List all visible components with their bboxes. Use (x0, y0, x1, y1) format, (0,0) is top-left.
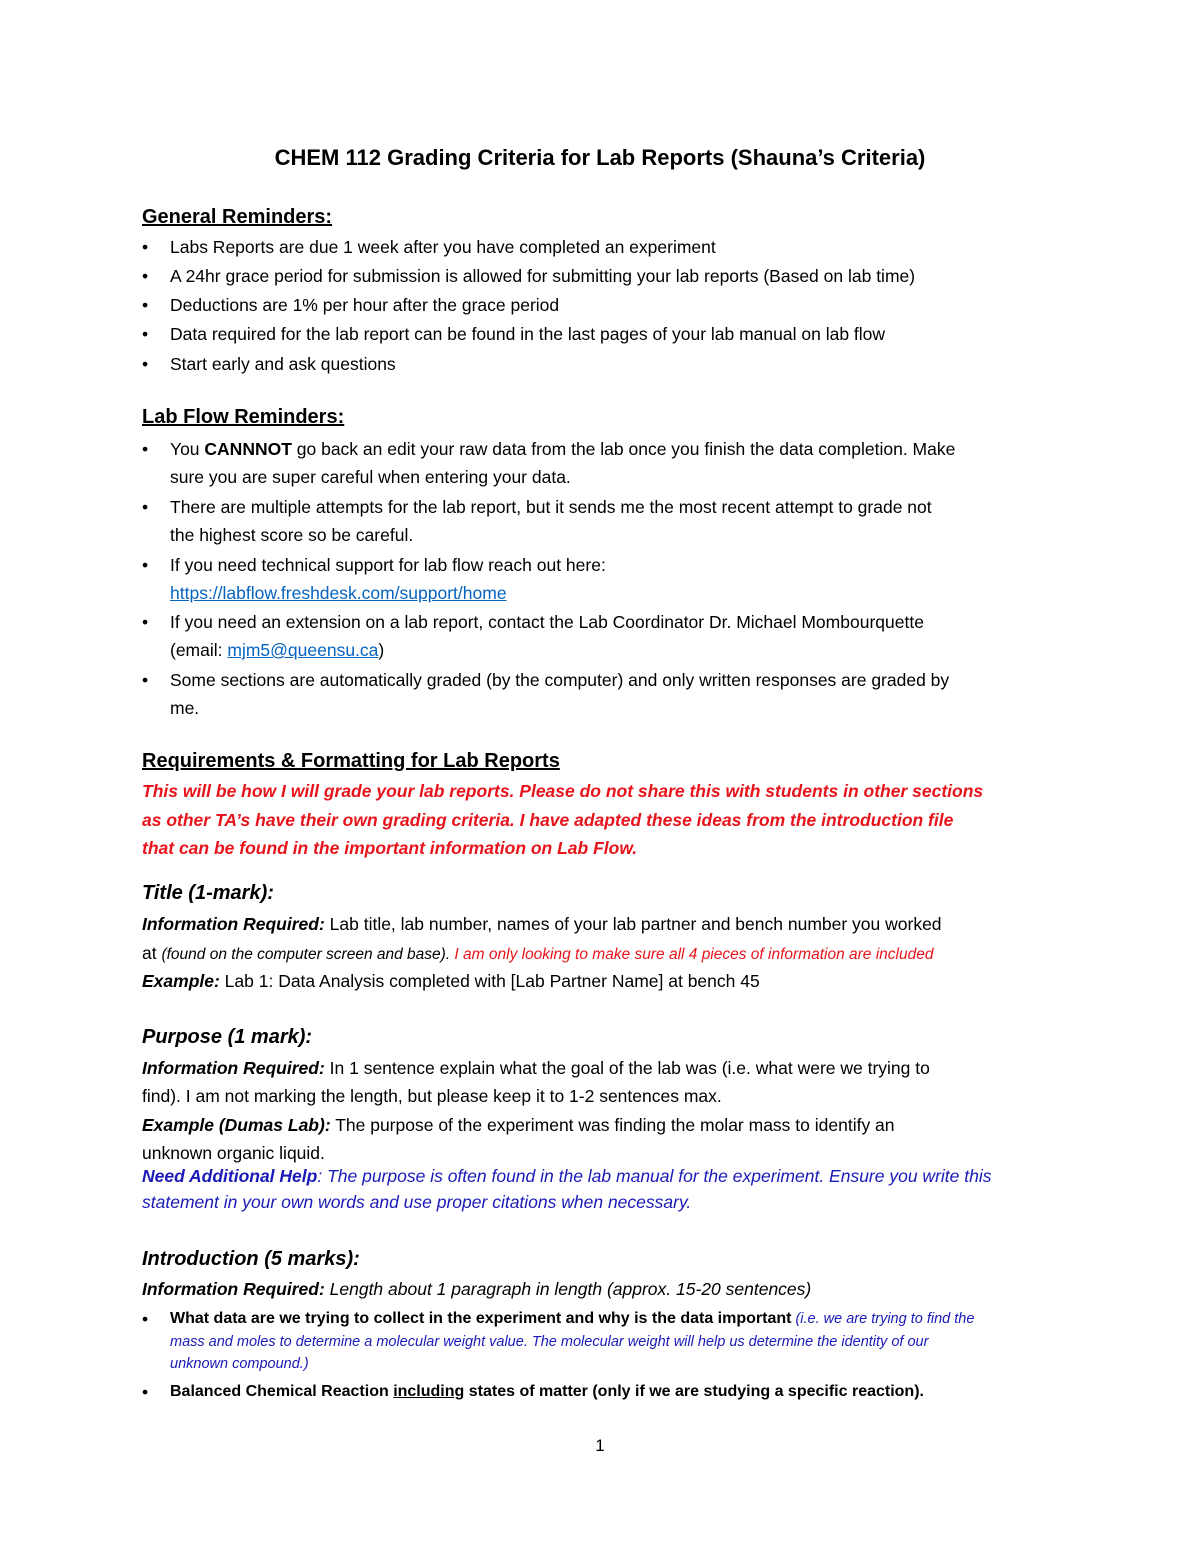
text: states of matter (only if we are studying a specific reaction). (464, 1383, 924, 1400)
emphasis: CANNNOT (204, 439, 292, 459)
requirements-note: that can be found in the important information on Lab Flow. (142, 838, 638, 858)
text: You (170, 439, 205, 459)
labflow-heading: Lab Flow Reminders: (142, 406, 345, 428)
email-link[interactable]: mjm5@queensu.ca (227, 640, 379, 660)
general-item: Labs Reports are due 1 week after you have completed an experiment (170, 237, 716, 257)
purpose-heading: Purpose (1 mark): (142, 1026, 313, 1048)
bullet-icon: • (142, 237, 149, 257)
text: (found on the computer screen and base). (161, 946, 451, 963)
bullet-icon: • (142, 354, 149, 374)
requirements-heading: Requirements & Formatting for Lab Reports (142, 750, 560, 772)
purpose-example-cont: unknown organic liquid. (142, 1143, 325, 1163)
purpose-info-cont: find). I am not marking the length, but please keep it to 1-2 sentences max. (142, 1086, 722, 1106)
text: Length about 1 paragraph in length (approx. 15-20 sentences) (324, 1279, 812, 1299)
text: What data are we trying to collect in the experiment and why is the data important (170, 1310, 792, 1327)
document-title: CHEM 112 Grading Criteria for Lab Reports (Shauna’s Criteria) (274, 145, 926, 170)
labflow-item-1 (170, 439, 955, 460)
bullet-icon: • (142, 439, 149, 459)
text: (email: (170, 640, 228, 660)
title-info-cont (142, 943, 933, 964)
label: Example (Dumas Lab): (142, 1115, 331, 1135)
general-item: Start early and ask questions (170, 354, 396, 374)
text: In 1 sentence explain what the goal of the lab was (i.e. what were we trying to (324, 1058, 930, 1078)
text: The purpose of the experiment was finding the molar mass to identify an (330, 1115, 895, 1135)
label: Need Additional Help (142, 1166, 318, 1186)
bullet-icon: • (142, 670, 149, 690)
requirements-note: This will be how I will grade your lab reports. Please do not share this with students in other sections (142, 781, 984, 801)
text: I am only looking to make sure all 4 pieces of information are included (450, 946, 934, 963)
labflow-item-3: If you need technical support for lab flow reach out here: (170, 555, 606, 575)
text: Lab title, lab number, names of your lab partner and bench number you worked (324, 914, 942, 934)
labflow-item-4: If you need an extension on a lab report, contact the Lab Coordinator Dr. Michael Mombourquette (170, 612, 924, 632)
purpose-info (142, 1058, 930, 1079)
intro-item-1 (170, 1310, 974, 1328)
text: ) (378, 640, 385, 660)
label: Example: (142, 971, 220, 991)
text: Lab 1: Data Analysis completed with [Lab Partner Name] at bench 45 (219, 971, 760, 991)
bullet-icon: • (142, 555, 149, 575)
purpose-example (142, 1115, 895, 1136)
label: Information Required: (142, 1058, 325, 1078)
labflow-item-4-cont (170, 640, 384, 661)
bullet-icon: • (142, 324, 149, 344)
labflow-item-5: Some sections are automatically graded (by the computer) and only written responses are graded by (170, 670, 950, 690)
labflow-item-2-cont: the highest score so be careful. (170, 525, 414, 545)
general-item: Data required for the lab report can be found in the last pages of your lab manual on lab flow (170, 324, 886, 344)
text: (i.e. we are trying to find the (791, 1311, 975, 1327)
purpose-help (142, 1166, 991, 1187)
page-number: 1 (595, 1436, 605, 1455)
text: go back an edit your raw data from the lab once you finish the data completion. Make (291, 439, 956, 459)
bullet-icon: • (142, 1382, 149, 1402)
general-item: A 24hr grace period for submission is allowed for submitting your lab reports (Based on lab time) (170, 266, 916, 286)
general-heading: General Reminders: (142, 206, 333, 228)
bullet-icon: • (142, 266, 149, 286)
label: Information Required: (142, 914, 325, 934)
labflow-item-2: There are multiple attempts for the lab report, but it sends me the most recent attempt to grade not (170, 497, 932, 517)
purpose-help-cont: statement in your own words and use proper citations when necessary. (142, 1192, 692, 1212)
intro-item-1-cont: mass and moles to determine a molecular weight value. The molecular weight will help us determine the identity of our (170, 1334, 929, 1350)
label: Information Required: (142, 1279, 325, 1299)
bullet-icon: • (142, 497, 149, 517)
intro-item-2 (170, 1383, 924, 1401)
intro-heading: Introduction (5 marks): (142, 1248, 360, 1270)
requirements-note: as other TA’s have their own grading criteria. I have adapted these ideas from the introduction file (142, 810, 954, 830)
text: at (142, 943, 162, 963)
intro-item-1-cont: unknown compound.) (170, 1356, 309, 1372)
text: including (393, 1383, 465, 1400)
labflow-item-1-cont: sure you are super careful when entering your data. (170, 467, 571, 487)
support-link[interactable]: https://labflow.freshdesk.com/support/home (170, 583, 507, 603)
text: Balanced Chemical Reaction (170, 1383, 394, 1400)
text: : The purpose is often found in the lab manual for the experiment. Ensure you write this (317, 1166, 992, 1186)
intro-info (142, 1279, 811, 1300)
labflow-item-5-cont: me. (170, 698, 200, 718)
labflow-item-3-cont (170, 583, 507, 604)
bullet-icon: • (142, 612, 149, 632)
general-item: Deductions are 1% per hour after the grace period (170, 295, 560, 315)
bullet-icon: • (142, 295, 149, 315)
title-section-heading: Title (1-mark): (142, 882, 274, 904)
title-example (142, 971, 760, 992)
title-info (142, 914, 942, 935)
bullet-icon: • (142, 1309, 149, 1329)
